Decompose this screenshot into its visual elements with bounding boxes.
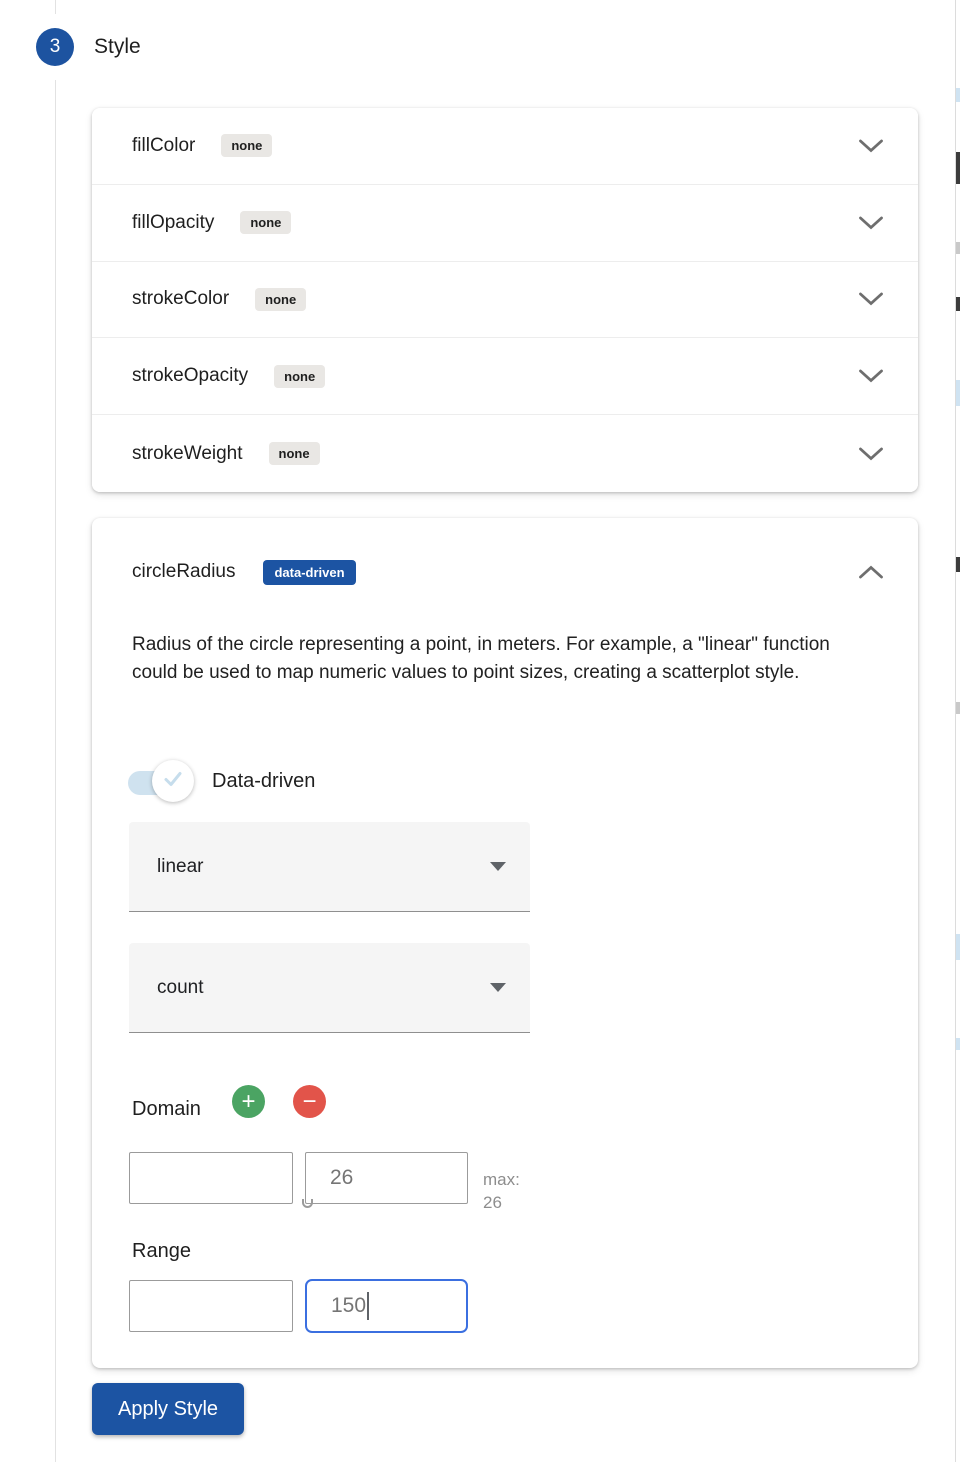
range-label: Range: [132, 1240, 191, 1262]
prop-label: strokeColor: [132, 288, 230, 310]
prop-row-strokeopacity[interactable]: [92, 338, 918, 415]
add-domain-stop-button[interactable]: [232, 1085, 265, 1118]
chevron-down-icon[interactable]: [858, 139, 884, 153]
prop-row-strokecolor[interactable]: [92, 262, 918, 339]
domain-max-hint: [483, 1168, 520, 1214]
clipped-fragment: [956, 242, 960, 254]
field-select-value: count: [157, 976, 204, 998]
stepper-rail-line: [55, 0, 56, 1462]
prop-label: circleRadius: [132, 561, 236, 582]
prop-status-badge: none: [269, 442, 320, 465]
clipped-fragment: [956, 557, 960, 572]
function-select[interactable]: [129, 822, 530, 912]
prop-row-strokeweight[interactable]: [92, 415, 918, 492]
prop-status-badge: none: [274, 365, 325, 388]
clipped-fragment: [956, 297, 960, 311]
triangle-down-icon: [490, 983, 506, 992]
prop-status-badge: none: [221, 134, 272, 157]
chevron-up-icon[interactable]: [858, 565, 884, 579]
clipped-fragment: [956, 88, 960, 102]
field-select[interactable]: [129, 943, 530, 1033]
clipped-fragment: [956, 702, 960, 714]
domain-max-hint-label: max:: [483, 1170, 520, 1189]
data-driven-toggle[interactable]: [128, 767, 186, 795]
domain-max-input[interactable]: [305, 1152, 468, 1204]
step-title: Style: [94, 35, 141, 58]
right-panel-divider: [955, 0, 960, 1462]
circle-radius-header[interactable]: [132, 554, 884, 590]
data-driven-toggle-label: Data-driven: [212, 769, 316, 792]
prop-label: strokeOpacity: [132, 365, 249, 387]
toggle-thumb: [152, 760, 194, 802]
range-max-input-focused[interactable]: [305, 1279, 468, 1333]
text-cursor: [367, 1292, 369, 1320]
range-min-input[interactable]: [129, 1280, 293, 1332]
prop-row-fillopacity[interactable]: [92, 185, 918, 262]
prop-label: fillOpacity: [132, 211, 215, 233]
circle-radius-description: Radius of the circle representing a point, in meters. For example, a "linear" function could be used to map numeric values to point sizes, creating a scatterplot style.: [132, 634, 830, 683]
domain-max-hint-value: 26: [483, 1193, 502, 1212]
prop-status-badge: none: [255, 288, 306, 311]
clipped-glyph-artifact: [302, 1199, 313, 1208]
circle-radius-card: [92, 518, 918, 1368]
chevron-down-icon[interactable]: [858, 447, 884, 461]
domain-min-input[interactable]: [129, 1152, 293, 1204]
step-circle-mask: [36, 14, 74, 80]
checkmark-icon: [161, 767, 185, 796]
step-header-style[interactable]: [36, 14, 141, 80]
apply-style-button[interactable]: Apply Style: [92, 1383, 244, 1435]
chevron-down-icon[interactable]: [858, 216, 884, 230]
prop-label: fillColor: [132, 134, 196, 156]
prop-status-badge: none: [240, 211, 291, 234]
clipped-fragment: [956, 934, 960, 960]
style-properties-card: [92, 108, 918, 492]
domain-label: Domain: [132, 1098, 201, 1120]
prop-label: strokeWeight: [132, 442, 243, 464]
plus-icon: +: [241, 1088, 256, 1115]
clipped-fragment: [956, 1038, 960, 1050]
prop-row-fillcolor[interactable]: [92, 108, 918, 185]
chevron-down-icon[interactable]: [858, 292, 884, 306]
function-select-value: linear: [157, 855, 204, 877]
clipped-fragment: [956, 152, 960, 184]
clipped-fragment: [956, 380, 960, 406]
step-number-badge: 3: [36, 28, 74, 66]
triangle-down-icon: [490, 862, 506, 871]
remove-domain-stop-button[interactable]: [293, 1085, 326, 1118]
data-driven-toggle-row[interactable]: [128, 767, 315, 795]
minus-icon: −: [302, 1088, 317, 1115]
chevron-down-icon[interactable]: [858, 369, 884, 383]
data-driven-badge: data-driven: [263, 560, 355, 585]
